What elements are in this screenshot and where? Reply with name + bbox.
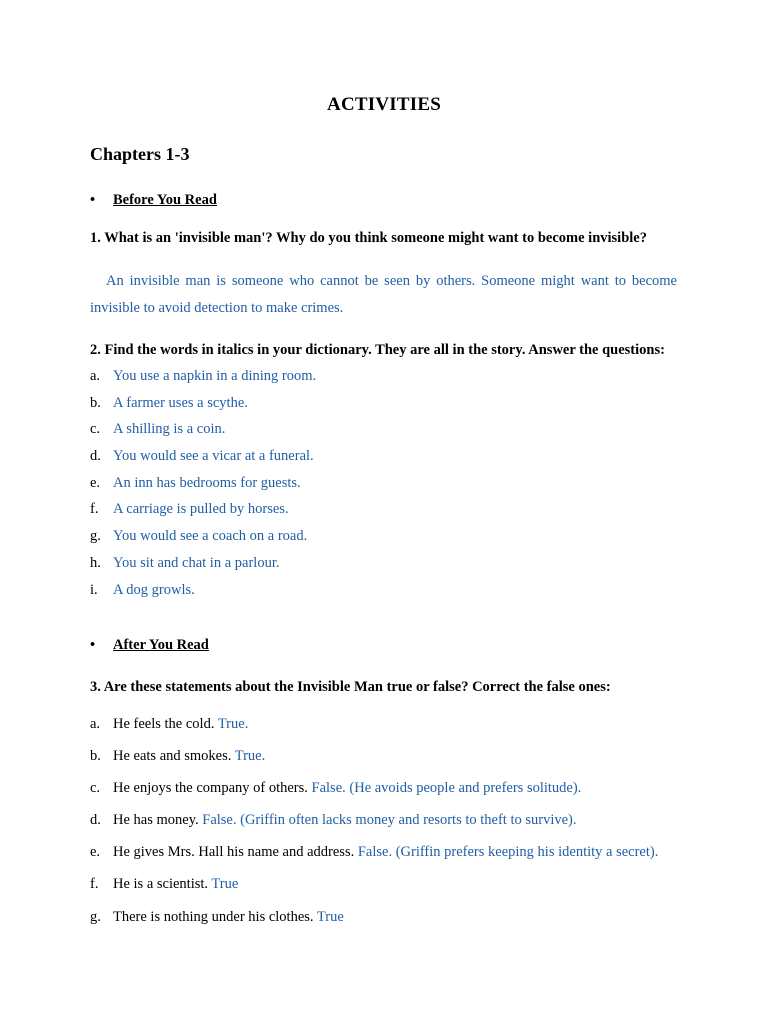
after-you-read-heading: After You Read <box>113 637 209 653</box>
list-item-answer: A carriage is pulled by horses. <box>113 501 289 517</box>
list-item-statement: He gives Mrs. Hall his name and address. <box>113 844 358 860</box>
list-item <box>90 812 577 829</box>
list-item-letter: g. <box>90 528 101 544</box>
list-item <box>90 368 316 385</box>
list-item-answer: True <box>316 909 344 925</box>
list-item-letter: a. <box>90 716 101 732</box>
list-item <box>90 844 658 861</box>
question-1: 1. What is an 'invisible man'? Why do you think someone might want to become invisible? <box>90 230 647 246</box>
list-item <box>90 909 344 926</box>
list-item <box>90 716 248 733</box>
list-item-answer: You would see a vicar at a funeral. <box>113 448 314 464</box>
list-item-answer: True <box>211 876 239 892</box>
bullet-icon: • <box>90 192 96 208</box>
list-item <box>90 475 301 492</box>
list-item-letter: c. <box>90 421 101 437</box>
list-item-answer: False. (He avoids people and prefers solitude). <box>311 780 582 796</box>
list-item-letter: c. <box>90 780 101 796</box>
list-item-answer: True. <box>234 748 266 764</box>
list-item-letter: f. <box>90 876 99 892</box>
answer-1: An invisible man is someone who cannot be seen by others. Someone might want to become invisible to avoid detection to make crimes. <box>90 273 677 316</box>
list-item-letter: g. <box>90 909 101 925</box>
list-item <box>90 501 289 518</box>
page-title: ACTIVITIES <box>327 94 441 115</box>
list-item-statement: There is nothing under his clothes. <box>113 909 317 925</box>
list-item <box>90 395 248 412</box>
list-item <box>90 748 265 765</box>
list-item-letter: f. <box>90 501 99 517</box>
list-item-letter: b. <box>90 395 101 411</box>
list-item-statement: He is a scientist. <box>113 876 212 892</box>
list-item <box>90 555 279 572</box>
question-3: 3. Are these statements about the Invisible Man true or false? Correct the false ones: <box>90 679 611 695</box>
before-you-read-heading: Before You Read <box>113 192 217 208</box>
list-item-answer: False. (Griffin often lacks money and resorts to theft to survive). <box>202 812 577 828</box>
list-item-answer: An inn has bedrooms for guests. <box>113 475 301 491</box>
list-item-letter: h. <box>90 555 101 571</box>
list-item <box>90 528 307 545</box>
list-item <box>90 876 238 893</box>
list-item-letter: a. <box>90 368 101 384</box>
list-item-letter: e. <box>90 475 101 491</box>
list-item-statement: He feels the cold. <box>113 716 218 732</box>
list-item-letter: i. <box>90 582 98 598</box>
list-item <box>90 448 314 465</box>
after-you-read-section <box>90 637 209 654</box>
list-item-answer: A dog growls. <box>113 582 195 598</box>
chapter-heading: Chapters 1-3 <box>90 144 190 164</box>
list-item-answer: You sit and chat in a parlour. <box>113 555 280 571</box>
question-2: 2. Find the words in italics in your dictionary. They are all in the story. Answer the questions: <box>90 342 665 358</box>
list-item <box>90 421 225 438</box>
list-item-answer: True. <box>217 716 249 732</box>
list-item-statement: He has money. <box>113 812 203 828</box>
list-item-answer: You would see a coach on a road. <box>113 528 308 544</box>
list-item-statement: He eats and smokes. <box>113 748 235 764</box>
list-item <box>90 582 195 599</box>
list-item-letter: d. <box>90 812 101 828</box>
list-item-answer: False. (Griffin prefers keeping his identity a secret). <box>357 844 659 860</box>
bullet-icon: • <box>90 637 96 653</box>
list-item-letter: d. <box>90 448 101 464</box>
before-you-read-section <box>90 192 217 209</box>
list-item-answer: A shilling is a coin. <box>113 421 226 437</box>
list-item-statement: He enjoys the company of others. <box>113 780 312 796</box>
list-item-answer: A farmer uses a scythe. <box>113 395 248 411</box>
list-item-answer: You use a napkin in a dining room. <box>113 368 317 384</box>
list-item-letter: b. <box>90 748 101 764</box>
list-item-letter: e. <box>90 844 101 860</box>
list-item <box>90 780 581 797</box>
